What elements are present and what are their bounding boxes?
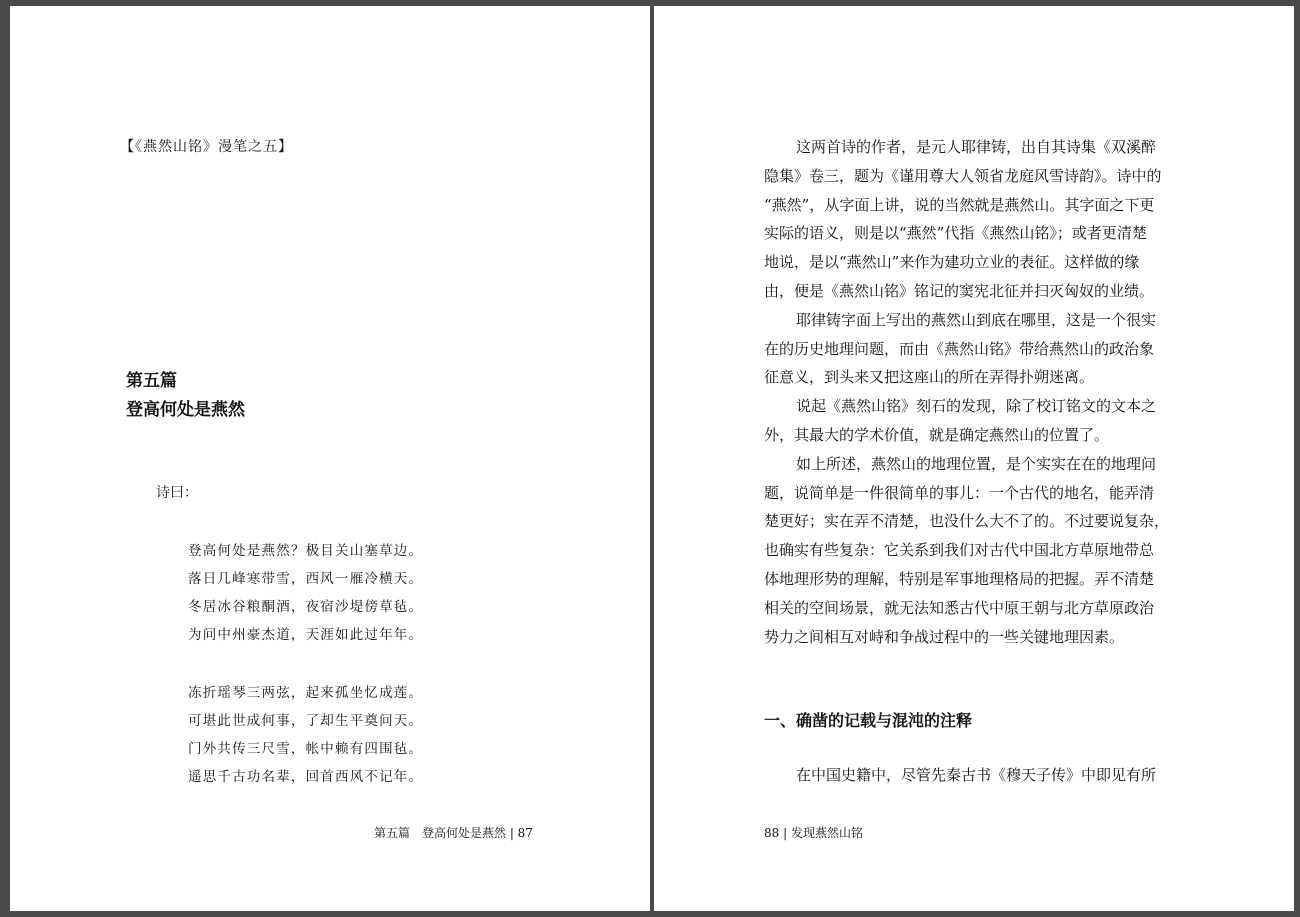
- section-heading: 一、确凿的记载与混沌的注释: [764, 711, 973, 730]
- text-line: 在中国史籍中，尽管先秦古书《穆天子传》中即见有所: [796, 766, 1157, 784]
- chapter-title: 登高何处是燕然: [126, 400, 245, 420]
- paragraph: [764, 761, 1182, 790]
- series-note: 【《燕然山铭》漫笔之五】: [120, 139, 293, 155]
- text-line: “燕然”，从字面上讲，说的当然就是燕然山。其字面之下更: [764, 195, 1155, 214]
- text-line: 实际的语义，则是以“燕然”代指《燕然山铭》；或者更清楚: [764, 224, 1147, 243]
- poem-intro: 诗曰：: [156, 485, 198, 501]
- text-line: 由，便是《燕然山铭》铭记的窦宪北征并扫灭匈奴的业绩。: [764, 281, 1155, 300]
- text-line: 势力之间相互对峙和争战过程中的一些关键地理因素。: [764, 627, 1125, 646]
- text-line: 地说，是以“燕然山”来作为建功立业的表征。这样做的缘: [764, 253, 1140, 272]
- text-line: 题，说简单是一件很简单的事儿：一个古代的地名，能弄清: [764, 483, 1155, 502]
- poem-line: 为问中州豪杰道，天涯如此过年年。: [188, 627, 424, 643]
- right-page: [654, 6, 1294, 911]
- text-line: 相关的空间场景，就无法知悉古代中原王朝与北方草原政治: [764, 598, 1155, 617]
- poem-line: 可堪此世成何事，了却生平奠问天。: [188, 713, 424, 729]
- poem-line: 落日几峰寒带雪，西风一雁冷横天。: [188, 571, 424, 587]
- page-footer: 88 | 发现燕然山铭: [764, 826, 863, 840]
- text-line: 体地理形势的理解，特别是军事地理格局的把握。弄不清楚: [764, 569, 1155, 588]
- chapter-number: 第五篇: [126, 371, 177, 391]
- page-footer: 第五篇 登高何处是燕然 | 87: [374, 826, 533, 840]
- text-line: 隐集》卷三，题为《谨用尊大人领省龙庭风雪诗韵》。诗中的: [764, 166, 1162, 185]
- text-line: 在的历史地理问题，而由《燕然山铭》带给燕然山的政治象: [764, 339, 1155, 358]
- text-line: 这两首诗的作者，是元人耶律铸，出自其诗集《双溪醉: [796, 138, 1157, 156]
- poem-line: 冻折瑶琴三两弦，起来孤坐忆成莲。: [188, 685, 424, 701]
- left-page: [10, 6, 650, 911]
- poem-line: 冬居冰谷粮酮酒，夜宿沙堤傍草毡。: [188, 599, 424, 615]
- text-line: 外，其最大的学术价值，就是确定燕然山的位置了。: [764, 425, 1110, 444]
- poem-line: 登高何处是燕然？极目关山塞草边。: [188, 543, 424, 559]
- text-line: 说起《燕然山铭》刻石的发现，除了校订铭文的文本之: [796, 397, 1157, 416]
- paragraph: [764, 133, 1182, 651]
- text-line: 楚更好；实在弄不清楚，也没什么大不了的。不过要说复杂，: [764, 512, 1170, 531]
- text-line: 耶律铸字面上写出的燕然山到底在哪里，这是一个很实: [796, 310, 1157, 329]
- text-line: 如上所述，燕然山的地理位置，是个实实在在的地理问: [796, 454, 1157, 473]
- text-line: 也确实有些复杂：它关系到我们对古代中国北方草原地带总: [764, 541, 1155, 560]
- poem-line: 遥思千古功名辈，回首西风不记年。: [188, 769, 424, 785]
- poem-line: 门外共传三尺雪，帐中赖有四围毡。: [188, 741, 424, 757]
- text-line: 征意义，到头来又把这座山的所在弄得扑朔迷离。: [764, 368, 1095, 387]
